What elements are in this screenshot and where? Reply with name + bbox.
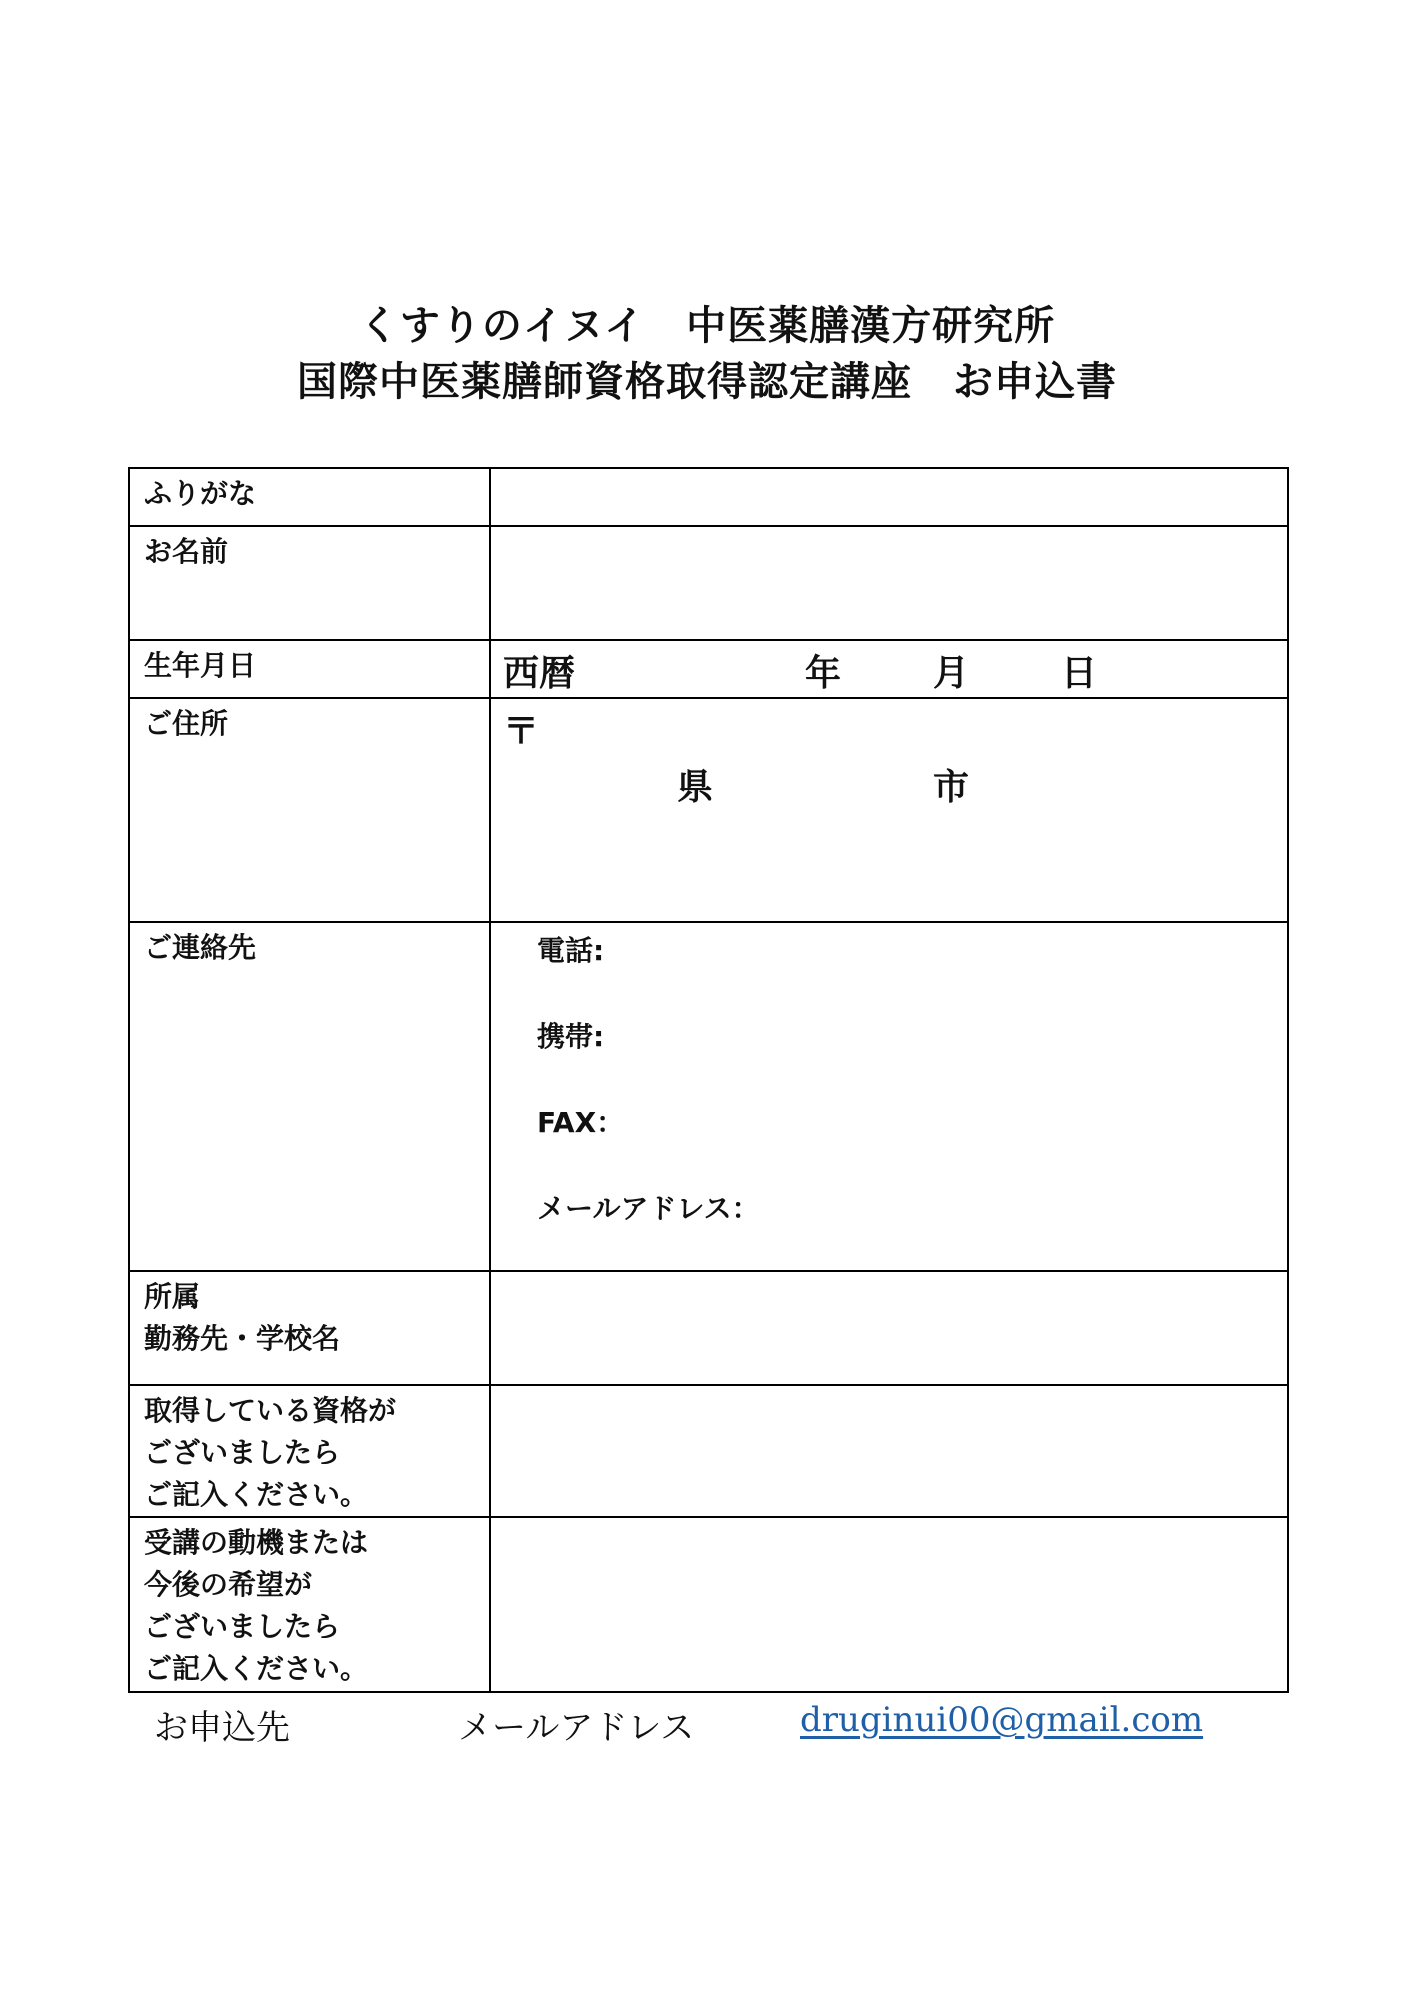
form-title [0,298,1414,410]
qualifications-label [129,1385,490,1517]
address-row [129,698,1288,922]
furigana-row [129,468,1288,526]
contact-email-link[interactable]: druginui00@gmail.com [800,1700,1204,1740]
email-label: メールアドレス： [537,1192,760,1225]
title-line-1: くすりのイヌイ 中医薬膳漢方研究所 [358,303,1056,349]
name-row [129,526,1288,640]
motivation-field[interactable] [490,1517,1288,1692]
address-field[interactable] [490,698,1288,922]
name-field[interactable] [490,526,1288,640]
qualifications-label-line-2: ございましたら [144,1436,341,1469]
birthdate-field[interactable] [490,640,1288,698]
qualifications-field[interactable] [490,1385,1288,1517]
contact-label: ご連絡先 [129,922,490,1271]
motivation-label-line-4: ご記入ください。 [144,1652,369,1685]
postal-mark: 〒 [503,711,540,752]
affiliation-label-line-1: 所属 [144,1280,201,1313]
apply-to-label: お申込先 [154,1708,290,1748]
footer-email-label: メールアドレス [458,1708,695,1748]
birth-year-unit: 年 [805,653,842,694]
qualifications-label-line-3: ご記入ください。 [144,1478,369,1511]
affiliation-row [129,1271,1288,1385]
affiliation-field[interactable] [490,1271,1288,1385]
name-label: お名前 [129,526,490,640]
affiliation-label [129,1271,490,1385]
motivation-label-line-1: 受講の動機または [144,1526,369,1559]
qualifications-row [129,1385,1288,1517]
footer [0,1700,1414,1750]
birth-era-label: 西暦 [503,653,576,694]
birth-month-unit: 月 [933,653,970,694]
contact-field[interactable] [490,922,1288,1271]
affiliation-label-line-2: 勤務先・学校名 [144,1322,341,1355]
furigana-label: ふりがな [129,468,490,526]
city-unit: 市 [933,767,970,808]
mobile-label: 携帯: [537,1020,605,1053]
application-form-table [128,467,1289,1693]
birthdate-row [129,640,1288,698]
fax-label: FAX： [537,1106,625,1139]
address-label: ご住所 [129,698,490,922]
qualifications-label-line-1: 取得している資格が [144,1394,397,1427]
motivation-label [129,1517,490,1692]
prefecture-unit: 県 [677,767,714,808]
title-line-2: 国際中医薬膳師資格取得認定講座 お申込書 [297,359,1117,405]
phone-label: 電話: [537,934,605,967]
motivation-label-line-3: ございましたら [144,1610,341,1643]
birthdate-label: 生年月日 [129,640,490,698]
motivation-label-line-2: 今後の希望が [144,1568,313,1601]
contact-row [129,922,1288,1271]
furigana-field[interactable] [490,468,1288,526]
motivation-row [129,1517,1288,1692]
birth-day-unit: 日 [1061,653,1098,694]
